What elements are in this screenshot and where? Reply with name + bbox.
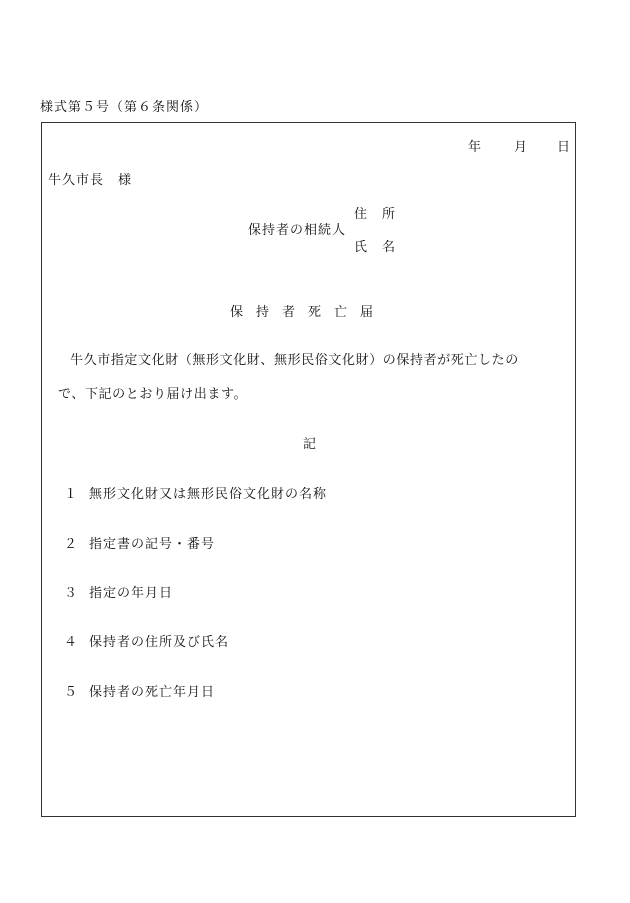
date-month-label: 月 <box>514 140 529 155</box>
item-number: ２ <box>64 537 79 552</box>
addressee: 牛久市長 様 <box>48 173 133 188</box>
address-label: 住 所 <box>354 207 397 222</box>
ki-heading: 記 <box>303 437 318 452</box>
form-number: 様式第５号（第６条関係） <box>40 100 209 115</box>
body-line-1: 牛久市指定文化財（無形文化財、無形民俗文化財）の保持者が死亡したの <box>70 353 519 368</box>
date-year-label: 年 <box>468 140 483 155</box>
applicant-role-label: 保持者の相続人 <box>248 223 347 238</box>
body-line-2: で、下記のとおり届け出ます。 <box>58 387 248 402</box>
date-day-label: 日 <box>557 140 572 155</box>
item-label: 保持者の死亡年月日 <box>89 685 216 700</box>
item-number: ４ <box>64 635 79 650</box>
item-number: ３ <box>64 586 79 601</box>
name-label: 氏 名 <box>354 240 397 255</box>
item-label: 指定の年月日 <box>89 586 174 601</box>
item-number: １ <box>64 487 79 502</box>
document-title: 保持者死亡届 <box>230 305 387 320</box>
item-number: ５ <box>64 685 79 700</box>
item-label: 指定書の記号・番号 <box>89 537 216 552</box>
item-label: 保持者の住所及び氏名 <box>89 635 230 650</box>
item-label: 無形文化財又は無形民俗文化財の名称 <box>89 487 328 502</box>
